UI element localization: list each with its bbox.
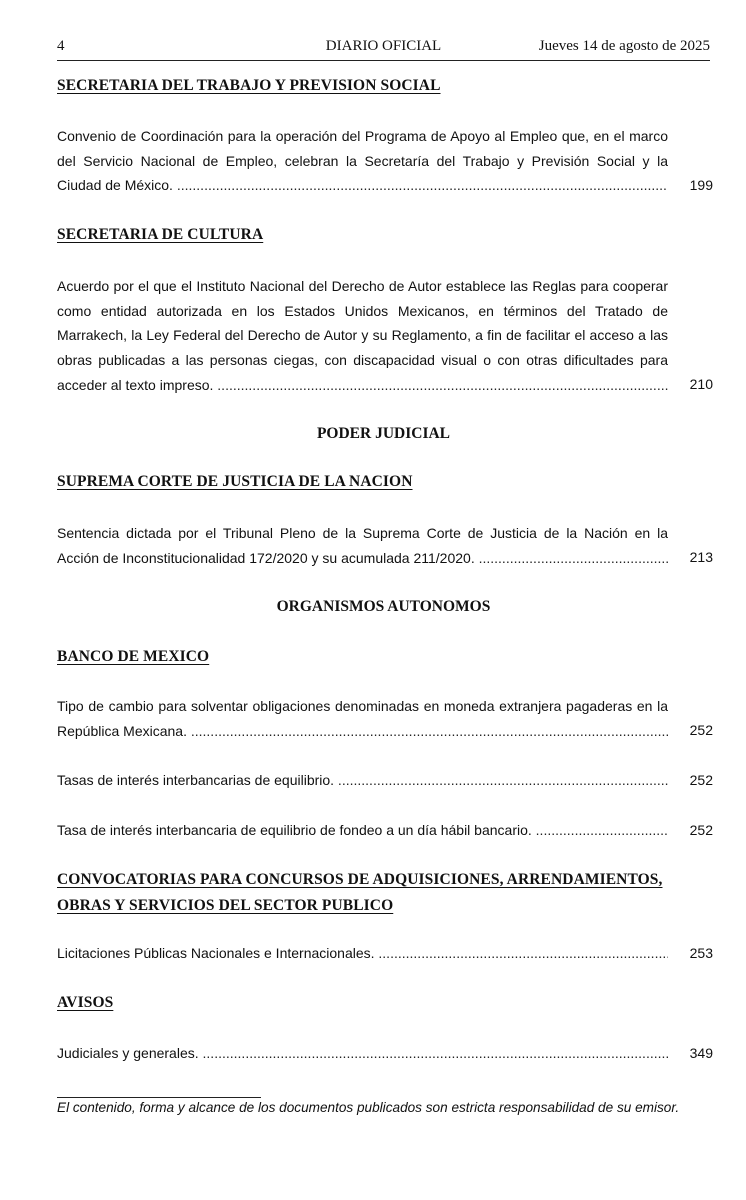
entry-avisos-judiciales <box>57 1041 668 1066</box>
page-ref: 210 <box>689 376 713 392</box>
publication-title: DIARIO OFICIAL <box>325 38 442 54</box>
entry-banco-tasas <box>57 768 668 793</box>
entry-line: Licitaciones Públicas Nacionales e Internacionales. ..... <box>57 941 668 966</box>
part-heading-poder-judicial: PODER JUDICIAL <box>316 425 451 442</box>
page-ref: 199 <box>689 177 713 193</box>
entry-line: Tasa de interés interbancaria de equilibrio de fondeo a un día hábil bancario. ..... <box>57 818 668 843</box>
entry-line: Ciudad de México. ..... <box>57 173 668 198</box>
entry-line: obras publicadas a las personas ciegas, con discapacidad visual o con otras dificultades para <box>57 352 668 369</box>
entry-trabajo-convenio <box>57 124 668 198</box>
page-ref: 252 <box>689 772 713 788</box>
entry-line: acceder al texto impreso. ..... <box>57 373 668 398</box>
section-heading-avisos: AVISOS <box>57 994 114 1011</box>
entry-line: Marrakech, la Ley Federal del Derecho de Autor y su Reglamento, a fin de facilitar el acceso a las <box>57 327 668 344</box>
entry-line: Sentencia dictada por el Tribunal Pleno de la Suprema Corte de Justicia de la Nación en la <box>57 525 668 541</box>
entry-suprema-corte-sentencia <box>57 521 668 570</box>
section-heading-convocatorias <box>57 867 662 919</box>
entry-line: Judiciales y generales. ..... <box>57 1041 668 1066</box>
page-ref: 252 <box>689 822 713 838</box>
entry-line: República Mexicana. ..... <box>57 719 668 744</box>
entry-cultura-acuerdo <box>57 274 668 397</box>
entry-line: Acuerdo por el que el Instituto Nacional del Derecho de Autor establece las Reglas para cooperar <box>57 278 668 294</box>
entry-line: Convenio de Coordinación para la operación del Programa de Apoyo al Empleo que, en el marco <box>57 128 668 144</box>
page-number: 4 <box>57 38 65 54</box>
section-heading-trabajo: SECRETARIA DEL TRABAJO Y PREVISION SOCIAL <box>57 77 441 94</box>
entry-line: Tipo de cambio para solventar obligaciones denominadas en moneda extranjera pagaderas en la <box>57 698 668 714</box>
page-ref: 252 <box>689 722 713 738</box>
section-heading-banco: BANCO DE MEXICO <box>57 648 210 665</box>
footnote-rule <box>57 1097 261 1098</box>
entry-line: como entidad autorizada en los Estados Unidos Mexicanos, en términos del Tratado de <box>57 302 668 319</box>
section-heading-suprema-corte: SUPREMA CORTE DE JUSTICIA DE LA NACION <box>57 473 413 490</box>
entry-line: Acción de Inconstitucionalidad 172/2020 y su acumulada 211/2020. ..... <box>57 546 668 571</box>
heading-line: CONVOCATORIAS PARA CONCURSOS DE ADQUISICIONES, ARRENDAMIENTOS, <box>57 871 663 888</box>
entry-line: del Servicio Nacional de Empleo, celebran la Secretaría del Trabajo y Previsión Social y la <box>57 152 668 169</box>
entry-line: Tasas de interés interbancarias de equilibrio. ..... <box>57 768 668 793</box>
page-ref: 349 <box>689 1045 713 1061</box>
footnote-text: El contenido, forma y alcance de los documentos publicados son estricta responsabilidad de su emisor. <box>57 1100 680 1115</box>
entry-convocatorias-licitaciones <box>57 941 668 966</box>
entry-banco-tipo-cambio <box>57 694 668 743</box>
part-heading-organismos: ORGANISMOS AUTONOMOS <box>276 598 491 615</box>
page-header <box>57 36 710 61</box>
section-heading-cultura: SECRETARIA DE CULTURA <box>57 226 264 243</box>
entry-banco-tasa-fondeo <box>57 818 668 843</box>
page-ref: 213 <box>689 549 713 565</box>
issue-date: Jueves 14 de agosto de 2025 <box>538 38 710 54</box>
heading-line: OBRAS Y SERVICIOS DEL SECTOR PUBLICO <box>57 897 394 914</box>
page-ref: 253 <box>689 945 713 961</box>
